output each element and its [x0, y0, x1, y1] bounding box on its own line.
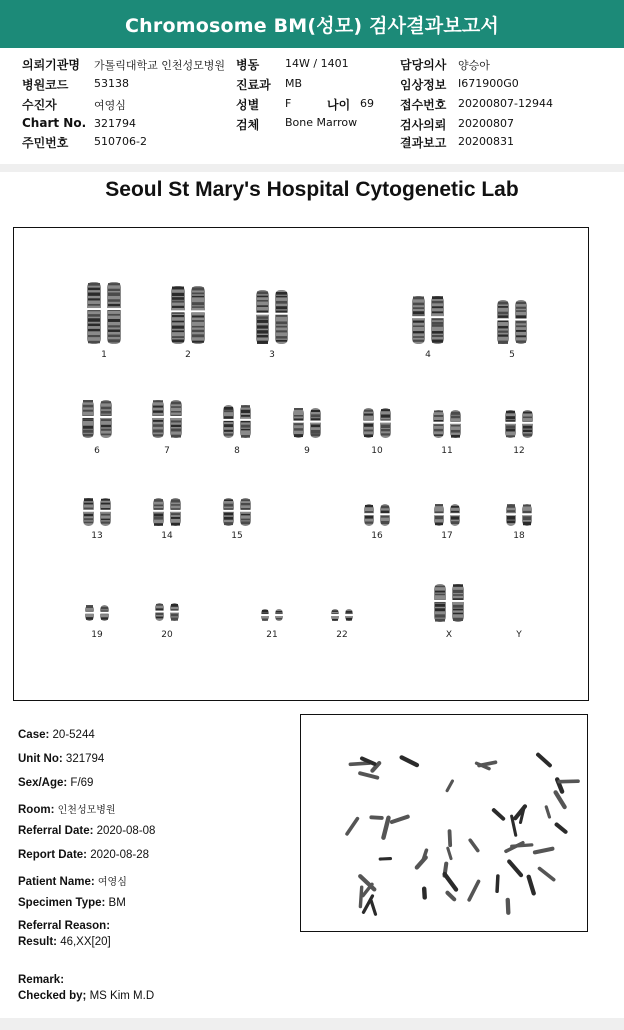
checked-by-label: Checked by;	[18, 990, 87, 1002]
chromosome-pair-12	[503, 408, 535, 440]
chromosome-label-15: 15	[231, 531, 243, 541]
chromosome-label-18: 18	[513, 531, 525, 541]
info-value-accession-no: 20200807-12944	[458, 97, 553, 110]
info-label-doctor: 담당의사	[400, 58, 447, 72]
patient-name-label: Patient Name:	[18, 876, 95, 888]
unit-no-label: Unit No:	[18, 753, 63, 765]
sex-age-value: F/69	[70, 777, 94, 789]
chromosome-pair-15	[221, 496, 253, 528]
metaphase-spread-image	[301, 715, 587, 931]
chromosome-label-4: 4	[425, 350, 431, 360]
chromosome-label-13: 13	[91, 531, 103, 541]
chromosome-label-9: 9	[304, 446, 310, 456]
info-label-institution: 의뢰기관명	[22, 58, 80, 72]
chromosome-pair-20	[153, 601, 181, 623]
chromosome-label-10: 10	[371, 446, 383, 456]
chromosome-label-7: 7	[164, 446, 170, 456]
referral-date-label: Referral Date:	[18, 825, 94, 837]
chromosome-label-21: 21	[266, 630, 278, 640]
chromosome-label-1: 1	[101, 350, 107, 360]
info-label-sex: 성별	[236, 98, 260, 112]
specimen-type-value: BM	[108, 897, 126, 909]
chromosome-label-14: 14	[161, 531, 173, 541]
chromosome-pair-18	[504, 502, 534, 528]
info-value-specimen: Bone Marrow	[285, 116, 358, 129]
info-label-patient: 수진자	[22, 98, 57, 112]
room-label: Room:	[18, 804, 55, 816]
case-value: 20-5244	[52, 729, 95, 741]
chromosome-pair-7	[150, 398, 184, 440]
info-label-ward: 병동	[236, 58, 260, 72]
info-label-hospital-code: 병원코드	[22, 78, 69, 92]
report-header	[0, 0, 624, 49]
chromosome-pair-8	[221, 403, 253, 440]
karyogram-panel	[13, 227, 589, 701]
page-footer-band	[0, 1018, 624, 1030]
chromosome-pair-19	[83, 603, 111, 623]
chromosome-label-19: 19	[91, 630, 103, 640]
chromosome-pair-3	[254, 288, 290, 346]
info-value-request-date: 20200807	[458, 117, 514, 130]
info-value-clinical-info: I671900G0	[458, 77, 519, 90]
chromosome-label-8: 8	[234, 446, 240, 456]
chromosome-label-17: 17	[441, 531, 453, 541]
info-value-institution: 가톨릭대학교 인천성모병원	[94, 59, 226, 72]
sex-age-label: Sex/Age:	[18, 777, 68, 789]
chromosome-label-6: 6	[94, 446, 100, 456]
chromosome-label-5: 5	[509, 350, 515, 360]
result-label: Result:	[18, 936, 57, 948]
case-label: Case:	[18, 729, 50, 741]
remark-label: Remark:	[18, 974, 65, 986]
chromosome-label-Y: Y	[516, 630, 522, 640]
chromosome-pair-11	[431, 408, 463, 440]
chromosome-label-X: X	[445, 630, 453, 640]
chromosome-label-12: 12	[513, 446, 525, 456]
info-label-chart-no: Chart No.	[22, 116, 87, 130]
unit-no-value: 321794	[65, 753, 105, 765]
chromosome-label-3: 3	[269, 350, 275, 360]
chromosome-pair-13	[81, 496, 113, 528]
report-title: Chromosome BM(성모) 검사결과보고서	[125, 14, 499, 37]
chromosome-label-16: 16	[371, 531, 383, 541]
info-value-ward: 14W / 1401	[285, 57, 349, 70]
chromosome-label-11: 11	[441, 446, 453, 456]
referral-date-value: 2020-08-08	[96, 825, 156, 837]
info-value-sex: F	[285, 97, 292, 110]
chromosome-pair-2	[169, 284, 207, 346]
chromosome-label-2: 2	[185, 350, 191, 360]
info-label-department: 진료과	[236, 78, 271, 92]
info-label-clinical-info: 임상정보	[400, 78, 447, 92]
info-value-doctor: 양승아	[458, 59, 490, 72]
chromosome-pair-22	[329, 607, 355, 623]
specimen-type-label: Specimen Type:	[18, 897, 106, 909]
info-label-report-date: 결과보고	[400, 136, 447, 150]
chromosome-pair-17	[432, 502, 462, 528]
chromosome-pair-1	[85, 280, 123, 346]
info-label-resident-no: 주민번호	[22, 136, 69, 150]
chromosome-pair-14	[151, 496, 183, 528]
info-value-patient: 여영심	[94, 99, 126, 112]
chromosome-pair-4	[410, 294, 446, 346]
info-value-resident-no: 510706-2	[94, 135, 147, 148]
info-label-accession-no: 접수번호	[400, 98, 447, 112]
chromosome-pair-X	[432, 582, 466, 624]
room-value: 인천성모병원	[57, 805, 116, 816]
chromosome-label-20: 20	[161, 630, 173, 640]
info-value-report-date: 20200831	[458, 135, 514, 148]
chromosome-pair-9	[291, 406, 323, 440]
info-label-age: 나이	[327, 98, 351, 112]
chromosome-pair-16	[362, 502, 392, 528]
checked-by-value: MS Kim M.D	[89, 990, 155, 1002]
referral-reason-label: Referral Reason:	[18, 920, 111, 932]
lab-title: Seoul St Mary's Hospital Cytogenetic Lab	[105, 178, 519, 201]
chromosome-pair-5	[495, 298, 529, 346]
patient-name-value: 여영심	[97, 877, 127, 888]
chromosome-label-22: 22	[336, 630, 348, 640]
chromosome-pair-6	[80, 398, 114, 440]
section-divider	[0, 164, 624, 172]
info-label-request-date: 검사의뢰	[400, 118, 447, 132]
result-value: 46,XX[20]	[60, 936, 111, 948]
metaphase-image-panel	[300, 714, 588, 932]
info-label-specimen: 검체	[236, 118, 260, 132]
report-date-value: 2020-08-28	[90, 849, 150, 861]
patient-info-panel	[0, 48, 624, 168]
info-value-hospital-code: 53138	[94, 77, 129, 90]
chromosome-pair-10	[361, 406, 393, 440]
report-date-label: Report Date:	[18, 849, 88, 861]
chromosome-pair-21	[259, 607, 285, 623]
info-value-age: 69	[360, 97, 374, 110]
info-value-department: MB	[285, 77, 303, 90]
info-value-chart-no: 321794	[94, 117, 136, 130]
